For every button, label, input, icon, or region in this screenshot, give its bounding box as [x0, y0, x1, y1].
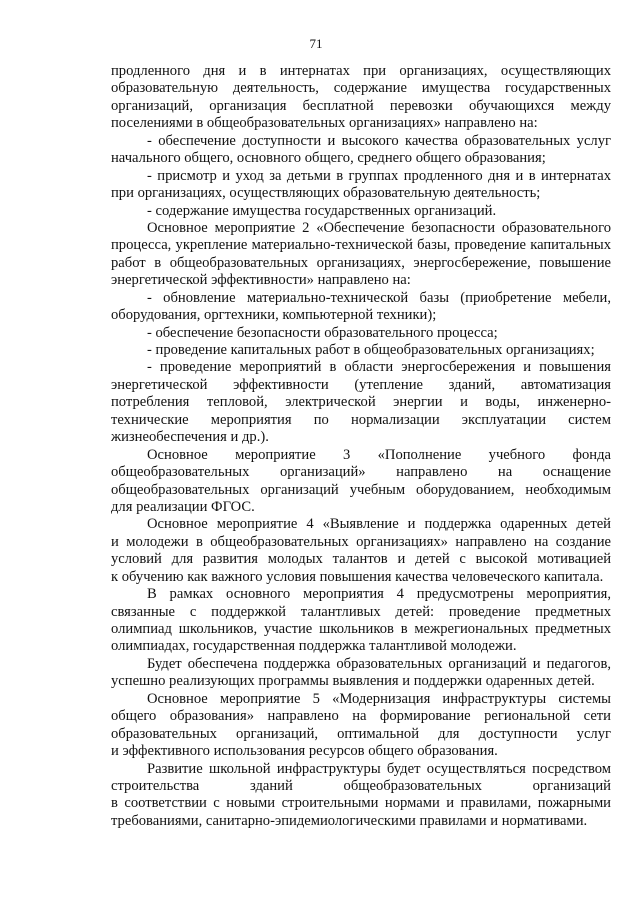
- text-line: Развитие школьной инфраструктуры будет осуществляться посредством: [147, 760, 611, 777]
- text-line: В рамках основного мероприятия 4 предусмотрены мероприятия,: [147, 586, 611, 603]
- text-line: Будет обеспечена поддержка образовательных организаций и педагогов,: [147, 655, 611, 672]
- text-line: Основное мероприятие 2 «Обеспечение безопасности образовательного: [147, 219, 611, 236]
- text-line: в соответствии с новыми строительными нормами и правилами, пожарными: [111, 795, 611, 812]
- text-line: для реализации ФГОС.: [111, 498, 255, 515]
- text-line: успешно реализующих программы выявления и поддержки одаренных детей.: [111, 673, 595, 690]
- text-line: Основное мероприятие 3 «Пополнение учебного фонда: [147, 446, 611, 463]
- text-line: начального общего, основного общего, среднего общего образования;: [111, 150, 546, 167]
- page-number: 71: [309, 36, 323, 51]
- text-line: работ в общеобразовательных организациях, энергосбережение, повышение: [111, 254, 611, 271]
- text-line: жизнеобеспечения и др.).: [111, 429, 269, 446]
- text-line: - обеспечение безопасности образовательного процесса;: [147, 324, 498, 341]
- text-line: - проведение мероприятий в области энергосбережения и повышения: [147, 359, 611, 376]
- text-line: - содержание имущества государственных организаций.: [147, 202, 497, 219]
- text-line: - обеспечение доступности и высокого качества образовательных услуг: [147, 132, 611, 149]
- text-line: общеобразовательных организаций» направлено на оснащение: [111, 464, 611, 481]
- text-line: и молодежи в общеобразовательных организациях» направлено на создание: [111, 533, 611, 550]
- text-line: к обучению как важного условия повышения качества человеческого капитала.: [111, 568, 604, 585]
- text-line: строительства зданий общеобразовательных организаций: [111, 777, 611, 794]
- text-line: олимпиад школьников, участие школьников в межрегиональных предметных: [111, 621, 611, 637]
- text-line: образовательных организаций, оптимальной для доступности услуг: [111, 725, 611, 742]
- text-line: связанные с поддержкой талантливых детей: проведение предметных: [111, 603, 611, 620]
- text-line: общего образования» направлено на формирование региональной сети: [111, 708, 611, 725]
- text-line: организаций, организация бесплатной перевозки обучающихся между: [111, 97, 611, 114]
- text-line: - обновление материально-технической базы (приобретение мебели,: [147, 289, 611, 306]
- text-line: Основное мероприятие 4 «Выявление и поддержка одаренных детей: [147, 516, 611, 533]
- text-line: - присмотр и уход за детьми в группах продленного дня и в интернатах: [147, 167, 611, 184]
- text-line: энергетической эффективности» направлено на:: [111, 272, 411, 289]
- text-line: Основное мероприятие 5 «Модернизация инфраструктуры системы: [147, 690, 611, 707]
- text-line: условий для развития молодых талантов и детей с высокой мотивацией: [111, 551, 611, 568]
- text-line: при организациях, осуществляющих образовательную деятельность;: [111, 185, 541, 202]
- text-line: олимпиадах, государственная поддержка талантливой молодежи.: [111, 638, 517, 655]
- text-line: образовательную деятельность, содержание имущества государственных: [111, 80, 611, 97]
- text-line: - проведение капитальных работ в общеобразовательных организациях;: [147, 342, 595, 358]
- text-line: продленного дня и в интернатах при организациях, осуществляющих: [111, 63, 611, 79]
- document-body: [111, 63, 611, 830]
- text-line: общеобразовательных организаций учебным оборудованием, необходимым: [111, 481, 611, 498]
- text-line: технические мероприятия по нормализации эксплуатации систем: [111, 411, 611, 428]
- text-line: требованиями, санитарно-эпидемиологическими правилами и нормативами.: [111, 812, 588, 829]
- text-line: процесса, укрепление материально-технической базы, проведение капитальных: [111, 237, 611, 254]
- text-line: потребления тепловой, электрической энергии и воды, инженерно-: [111, 394, 611, 411]
- text-line: и эффективного использования ресурсов общего образования.: [111, 743, 498, 760]
- text-line: энергетической эффективности (утепление зданий, автоматизация: [111, 376, 611, 393]
- text-line: оборудования, оргтехники, компьютерной техники);: [111, 307, 437, 324]
- text-line: поселениями в общеобразовательных организациях» направлено на:: [111, 115, 538, 132]
